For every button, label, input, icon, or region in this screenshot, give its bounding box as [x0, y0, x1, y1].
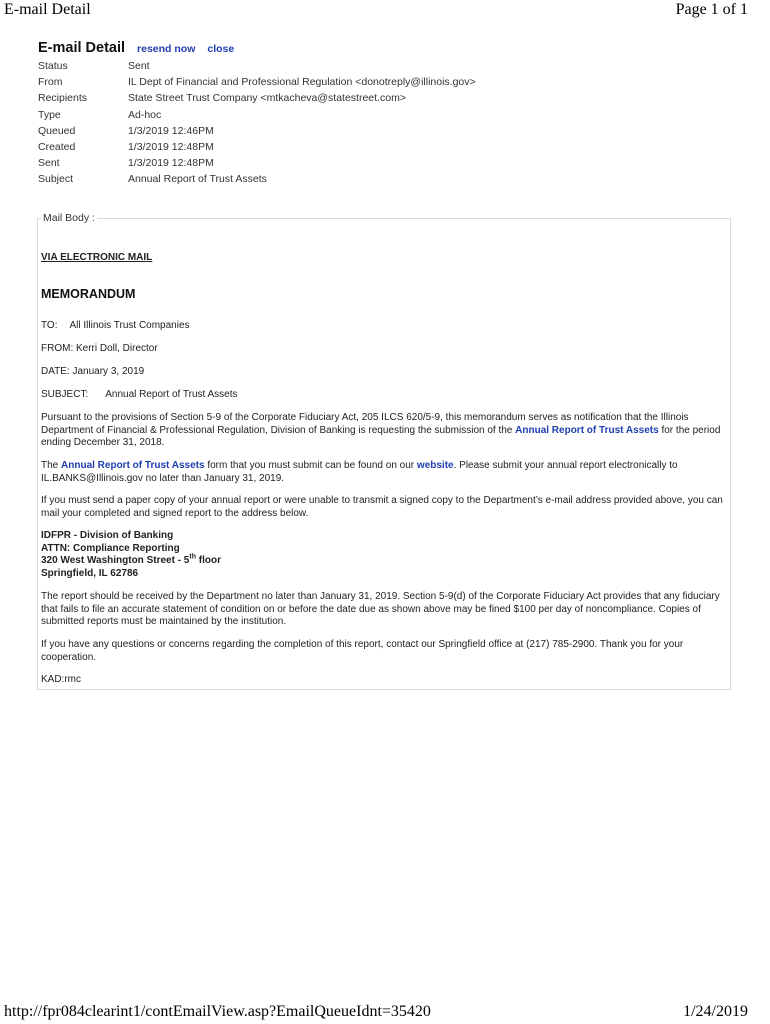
address-line-4: Springfield, IL 62786 — [41, 567, 139, 579]
field-value: IL Dept of Financial and Professional Regulation <donotreply@illinois.gov> — [128, 76, 476, 89]
field-value: State Street Trust Company <mtkacheva@statestreet.com> — [128, 92, 406, 105]
field-row-queued — [38, 125, 476, 141]
address-block — [41, 530, 729, 580]
address-line-3 — [41, 555, 729, 568]
print-header — [0, 0, 770, 22]
field-row-recipients — [38, 92, 476, 108]
signature-initials: KAD:rmc — [41, 674, 81, 685]
field-row-sent — [38, 157, 476, 173]
page-title: E-mail Detail — [38, 40, 126, 56]
field-value: 1/3/2019 12:46PM — [128, 124, 214, 137]
print-footer-url: http://fpr084clearint1/contEmailView.asp?EmailQueueIdnt=35420 — [4, 1003, 431, 1020]
subject-label: SUBJECT: — [41, 389, 89, 400]
close-link[interactable]: close — [207, 43, 235, 55]
field-row-subject — [38, 173, 476, 189]
print-header-title: E-mail Detail — [4, 1, 91, 18]
paragraph-2-text-end: . Please submit your annual report electronically to IL.BANKS@Illinois.gov no later than January 31, 2019. — [41, 460, 678, 484]
address-line-1: IDFPR - Division of Banking — [41, 530, 174, 541]
to-label: TO: — [41, 320, 58, 331]
website-link[interactable]: website — [416, 460, 454, 471]
field-value: Ad-hoc — [128, 108, 162, 121]
paragraph-3: If you must send a paper copy of your annual report or were unable to transmit a signed copy to the Department’s e-mail address provided above, you can mail your completed and signed report to the address below. — [41, 495, 723, 519]
annual-report-form-link[interactable]: Annual Report of Trust Assets — [61, 460, 205, 471]
email-metadata — [38, 60, 476, 190]
field-label: Recipients — [38, 92, 88, 105]
paragraph-2-text-mid: form that you must submit can be found on our — [204, 460, 417, 471]
via-electronic-mail: VIA ELECTRONIC MAIL — [41, 252, 153, 263]
subject-value: Annual Report of Trust Assets — [105, 389, 238, 400]
address-line-2: ATTN: Compliance Reporting — [41, 542, 180, 554]
field-label: Created — [38, 140, 76, 153]
paragraph-1 — [41, 412, 729, 450]
memo-subject-line — [41, 389, 729, 402]
mail-body-panel — [37, 212, 731, 690]
print-footer — [0, 1000, 770, 1024]
address-floor-suffix: th — [189, 553, 196, 561]
paragraph-2 — [41, 460, 729, 485]
field-value: 1/3/2019 12:48PM — [128, 157, 214, 170]
memo-from-line: FROM: Kerri Doll, Director — [41, 343, 158, 354]
paragraph-5: If you have any questions or concerns regarding the completion of this report, contact our Springfield office at (217) 785-2900. Thank you for your cooperation. — [41, 639, 684, 663]
field-label: Status — [38, 60, 68, 72]
field-label: Subject — [38, 173, 74, 186]
field-label: From — [38, 76, 63, 89]
email-detail-header — [38, 40, 234, 60]
field-value: 1/3/2019 12:48PM — [128, 140, 214, 153]
memorandum-heading: MEMORANDUM — [41, 287, 136, 301]
field-row-status — [38, 60, 476, 76]
print-header-page: Page 1 of 1 — [675, 1, 748, 18]
field-value: Sent — [128, 60, 150, 72]
memo-date-line: DATE: January 3, 2019 — [41, 366, 145, 377]
paragraph-1-text-end: for the period ending December 31, 2018. — [41, 424, 721, 448]
paragraph-4: The report should be received by the Department no later than January 31, 2019. Section 5-9(d) of the Corporate Fiduciary Act provides that any fiduciary that fails to file an accurate statement of condition on or before the date due as shown above may be fined $100 per day of noncompliance. Copies of submitted reports must be maintained by the institution. — [41, 591, 720, 627]
address-floor: floor — [195, 555, 221, 566]
field-label: Type — [38, 108, 61, 121]
mail-body-label: Mail Body : — [43, 212, 95, 224]
field-label: Sent — [38, 157, 60, 170]
paragraph-2-text: The — [41, 460, 62, 471]
resend-now-link[interactable]: resend now — [137, 43, 196, 55]
field-row-created — [38, 141, 476, 157]
annual-report-link[interactable]: Annual Report of Trust Assets — [515, 424, 659, 436]
memo-to-line — [41, 320, 729, 333]
field-row-type — [38, 109, 476, 125]
field-value: Annual Report of Trust Assets — [128, 173, 267, 186]
field-row-from — [38, 76, 476, 92]
paragraph-1-text: Pursuant to the provisions of Section 5-9 of the Corporate Fiduciary Act, 205 ILCS 620/5-9, this memorandum serves as notification that the Illinois Department of Financial & Professional Regulation, Division of Banking is requesting the submission of the — [41, 412, 689, 436]
to-value: All Illinois Trust Companies — [69, 320, 190, 331]
field-label: Queued — [38, 124, 76, 137]
print-footer-date: 1/24/2019 — [683, 1003, 748, 1020]
address-street: 320 West Washington Street - 5 — [41, 555, 190, 566]
